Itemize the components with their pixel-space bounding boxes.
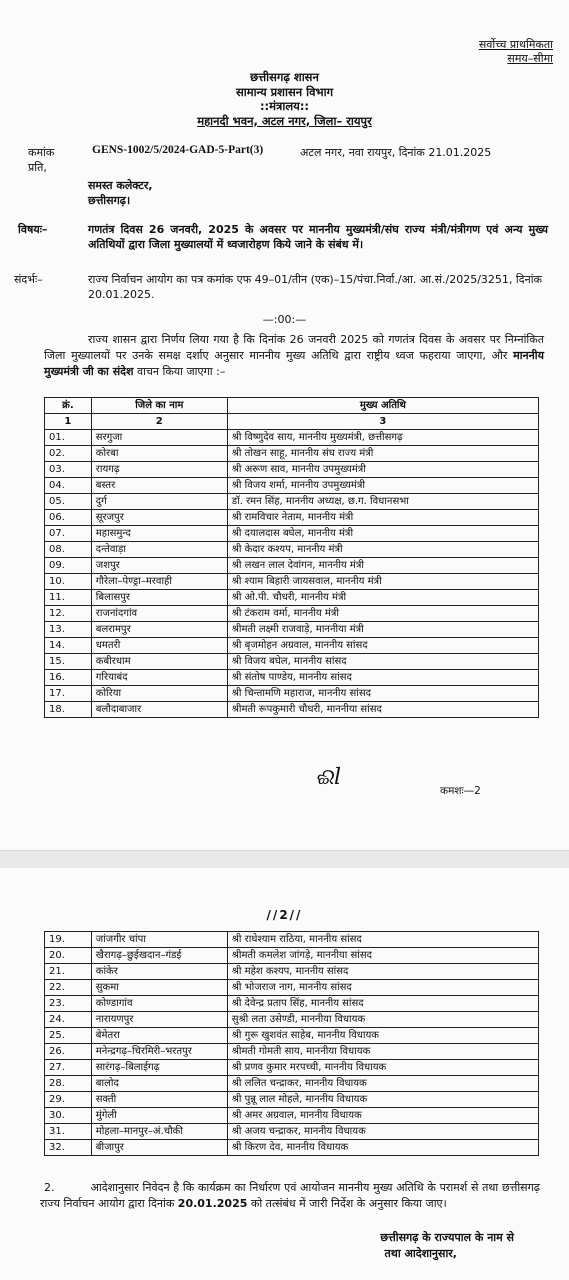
cell-district: गरियाबंद (91, 670, 227, 686)
cell-guest: श्री अरूण साव, माननीय उपमुख्यमंत्री (227, 462, 538, 478)
page-2-marker: //2// (266, 908, 303, 922)
cell-district: राजनांदगांव (91, 606, 227, 622)
cell-guest: श्री बृजमोहन अग्रवाल, माननीय सांसद (227, 638, 538, 654)
table-row (45, 964, 539, 980)
priority-stamp (479, 38, 553, 66)
col-number-1: 1 (45, 414, 92, 430)
cell-guest: श्री अजय चन्द्राकर, माननीय विधायक (227, 1124, 538, 1140)
context-text: राज्य निर्वाचन आयोग का पत्र कमांक एफ 49–01/तीन (एक)–15/पंचा.निर्वा./आ. आ.सं./2025/3251, दिनांक 20.01.2025. (88, 273, 543, 301)
govt-name: छत्तीसगढ़ शासन (250, 70, 319, 84)
cell-district: कोरबा (91, 446, 227, 462)
closing-line1: छत्तीसगढ़ के राज्यपाल के नाम से (380, 1231, 514, 1244)
cell-district: सूरजपुर (91, 510, 227, 526)
paragraph-2-number: 2. (44, 1181, 55, 1194)
cell-serial: 17. (45, 686, 92, 702)
cell-district: नारायणपुर (91, 1012, 227, 1028)
guest-table-page-1 (44, 397, 539, 718)
department-name: सामान्य प्रशासन विभाग (235, 84, 334, 99)
office-address: महानदी भवन, अटल नगर, जिला– रायपुर (197, 113, 372, 128)
page-gap (0, 850, 569, 870)
table-row (45, 1012, 539, 1028)
cell-serial: 32. (45, 1140, 92, 1156)
cell-district: जांजगीर चांपा (91, 932, 227, 948)
cell-guest: श्री टंकराम वर्मा, माननीय मंत्री (227, 606, 538, 622)
table-row (45, 996, 539, 1012)
cell-district: बिलासपुर (91, 590, 227, 606)
paragraph-2 (40, 1180, 540, 1212)
cell-guest: श्री लखन लाल देवांगन, माननीय मंत्री (227, 558, 538, 574)
cell-guest: सुश्री लता उसेण्डी, माननीया विधायक (227, 1012, 538, 1028)
cell-district: बीजापुर (91, 1140, 227, 1156)
letterhead (0, 70, 569, 128)
table-row (45, 574, 539, 590)
priority-label: सर्वोच्च प्राथमिकता (478, 38, 553, 51)
cell-district: सरगुजा (91, 430, 227, 446)
cell-serial: 16. (45, 670, 92, 686)
table-row (45, 494, 539, 510)
cell-district: मुंगेली (91, 1108, 227, 1124)
cell-serial: 09. (45, 558, 92, 574)
ref-number-label: कमांक (28, 146, 55, 159)
table-row (45, 948, 539, 964)
cell-guest: श्री भोजराज नाग, माननीय सांसद (227, 980, 538, 996)
cell-district: सारंगढ़–बिलाईगढ़ (91, 1060, 227, 1076)
cell-district: कोण्डागांव (91, 996, 227, 1012)
cell-guest: श्रीमती कमलेश जांगड़े, माननीया सांसद (227, 948, 538, 964)
cell-district: मनेन्द्रगढ़–चिरमिरी–भरतपुर (91, 1044, 227, 1060)
cell-district: खैरागढ़–छुईखदान–गंडई (91, 948, 227, 964)
cell-district: मोहला–मानपुर–अं.चौकी (91, 1124, 227, 1140)
paragraph-1 (44, 332, 544, 380)
cell-guest: श्री गुरू खुशवंत साहेब, माननीय विधायक (227, 1028, 538, 1044)
separator: —:00:— (262, 313, 307, 326)
table-row (45, 526, 539, 542)
cell-serial: 02. (45, 446, 92, 462)
cell-serial: 29. (45, 1092, 92, 1108)
cell-district: जशपुर (91, 558, 227, 574)
context-label: संदर्भः– (14, 273, 43, 286)
cell-guest: श्री विजय शर्मा, माननीय उपमुख्यमंत्री (227, 478, 538, 494)
table-row (45, 1028, 539, 1044)
paragraph-1-tail: वाचन किया जाएगा :– (133, 365, 226, 378)
cell-guest: श्री देवेन्द्र प्रताप सिंह, माननीय सांसद (227, 996, 538, 1012)
cell-guest: श्री महेश कश्यप, माननीय सांसद (227, 964, 538, 980)
subject-label: विषयः– (18, 223, 48, 236)
cell-district: धमतरी (91, 638, 227, 654)
table-row (45, 1124, 539, 1140)
table-row (45, 686, 539, 702)
cell-serial: 10. (45, 574, 92, 590)
office-name: ::मंत्रालय:: (259, 99, 310, 113)
cell-serial: 20. (45, 948, 92, 964)
table-row (45, 462, 539, 478)
table-row (45, 510, 539, 526)
cell-guest: श्री दयालदास बघेल, माननीय मंत्री (227, 526, 538, 542)
cell-guest: श्री केदार कश्यप, माननीय मंत्री (227, 542, 538, 558)
cell-serial: 13. (45, 622, 92, 638)
document-page-2 (0, 868, 569, 1280)
cell-serial: 06. (45, 510, 92, 526)
cell-district: बलरामपुर (91, 622, 227, 638)
table-row (45, 1060, 539, 1076)
cell-guest: श्री ललित चन्द्राकर, माननीय विधायक (227, 1076, 538, 1092)
cell-guest: श्री प्रणव कुमार मरपच्ची, माननीय विधायक (227, 1060, 538, 1076)
table-header-row (45, 398, 539, 414)
cell-guest: श्री विष्णुदेव साय, माननीय मुख्यमंत्री, छत्तीसगढ़ (227, 430, 538, 446)
cell-guest: श्री राधेश्याम राठिया, माननीय सांसद (227, 932, 538, 948)
cell-guest: श्री संतोष पाण्डेय, माननीय सांसद (227, 670, 538, 686)
guest-table-page-2 (44, 931, 539, 1156)
cell-serial: 30. (45, 1108, 92, 1124)
table-row (45, 430, 539, 446)
cell-district: बालोद (91, 1076, 227, 1092)
cell-serial: 04. (45, 478, 92, 494)
table-row (45, 622, 539, 638)
cell-serial: 24. (45, 1012, 92, 1028)
cell-district: बलौदाबाजार (91, 702, 227, 718)
cell-guest: श्री किरण देव, माननीय विधायक (227, 1140, 538, 1156)
cell-serial: 31. (45, 1124, 92, 1140)
addressee-line2: छत्तीसगढ़। (88, 194, 131, 207)
cell-serial: 05. (45, 494, 92, 510)
cell-serial: 11. (45, 590, 92, 606)
cell-guest: श्री रामविचार नेताम, माननीय मंत्री (227, 510, 538, 526)
closing-line2: तथा आदेशानुसार, (384, 1247, 457, 1260)
table-row (45, 542, 539, 558)
cell-serial: 01. (45, 430, 92, 446)
cell-serial: 21. (45, 964, 92, 980)
col-header-guest: मुख्य अतिथि (227, 398, 538, 414)
cell-district: कोरिया (91, 686, 227, 702)
table-row (45, 1108, 539, 1124)
table-row (45, 606, 539, 622)
table-row (45, 558, 539, 574)
paragraph-2-tail: को तत्संबंध में जारी निर्देश के अनुसार किया जाए। (247, 1197, 447, 1210)
cell-guest: श्री विजय बघेल, माननीय सांसद (227, 654, 538, 670)
cell-guest: श्री अमर अग्रवाल, माननीय विधायक (227, 1108, 538, 1124)
cell-serial: 27. (45, 1060, 92, 1076)
table-row (45, 1044, 539, 1060)
ref-number: GENS-1002/5/2024-GAD-5-Part(3) (92, 144, 264, 156)
cell-guest: श्री ओ.पी. चौधरी, माननीय मंत्री (227, 590, 538, 606)
table-row (45, 590, 539, 606)
subject-text: गणतंत्र दिवस 26 जनवरी, 2025 के अवसर पर माननीय मुख्यमंत्री/संघ राज्य मंत्री/मंत्रीगण एवं अन्य मुख्य अतिथियों द्वारा जिला मुख्यालयों में ध्वजारोहण किये जाने के संबंध में। (88, 223, 548, 251)
table-row (45, 702, 539, 718)
paragraph-2-text: आदेशानुसार निवेदन है कि कार्यक्रम का निर्धारण एवं आयोजन माननीय मुख्य अतिथि के परामर्श से तथा छत्तीसगढ़ राज्य निर्वाचन आयोग द्वारा दिनांक (40, 1181, 540, 1210)
cell-district: रायगढ़ (91, 462, 227, 478)
cell-guest: श्री तोखन साहू, माननीय संघ राज्य मंत्री (227, 446, 538, 462)
to-label: प्रति, (28, 161, 47, 174)
table-row (45, 446, 539, 462)
cell-district: बेमेतरा (91, 1028, 227, 1044)
cell-guest: श्री चिन्तामणि महाराज, माननीय सांसद (227, 686, 538, 702)
cell-district: कांकेर (91, 964, 227, 980)
cell-guest: श्रीमती लक्ष्मी राजवाड़े, माननीया मंत्री (227, 622, 538, 638)
paragraph-1-text: राज्य शासन द्वारा निर्णय लिया गया है कि दिनांक 26 जनवरी 2025 को गणतंत्र दिवस के अवसर पर निम्नांकित जिला मुख्यालयों पर उनके समक्ष दर्शाए अनुसार माननीय मुख्य अतिथि द्वारा राष्ट्रीय ध्वज फहराया जाएगा, और (44, 333, 544, 362)
cell-serial: 26. (45, 1044, 92, 1060)
addressee-line1: समस्त कलेक्टर, (88, 179, 153, 192)
paragraph-2-bold: 20.01.2025 (177, 1197, 248, 1210)
cell-serial: 08. (45, 542, 92, 558)
col-number-3: 3 (227, 414, 538, 430)
col-header-district: जिले का नाम (91, 398, 227, 414)
table-row (45, 1140, 539, 1156)
cell-serial: 14. (45, 638, 92, 654)
table-row (45, 478, 539, 494)
cell-serial: 28. (45, 1076, 92, 1092)
cell-district: दन्तेवाड़ा (91, 542, 227, 558)
table-row (45, 980, 539, 996)
cell-district: महासमुन्द (91, 526, 227, 542)
cell-serial: 23. (45, 996, 92, 1012)
col-header-serial: क्रं. (45, 398, 92, 414)
table-row (45, 932, 539, 948)
table-number-row (45, 414, 539, 430)
deadline-label: समय–सीमा (507, 52, 553, 65)
cell-serial: 15. (45, 654, 92, 670)
cell-serial: 25. (45, 1028, 92, 1044)
cell-serial: 03. (45, 462, 92, 478)
cell-serial: 18. (45, 702, 92, 718)
continued-label: कमशः—2 (440, 785, 481, 797)
cell-serial: 07. (45, 526, 92, 542)
cell-district: बस्तर (91, 478, 227, 494)
cell-serial: 19. (45, 932, 92, 948)
cell-guest: श्रीमती रूपकुमारी चौधरी, माननीया सांसद (227, 702, 538, 718)
table-row (45, 1076, 539, 1092)
cell-guest: श्रीमती गोमती साय, माननीया विधायक (227, 1044, 538, 1060)
table-row (45, 670, 539, 686)
cell-guest: श्री पुन्नू लाल मोहले, माननीय विधायक (227, 1092, 538, 1108)
cell-district: सुकमा (91, 980, 227, 996)
cell-district: दुर्ग (91, 494, 227, 510)
cell-district: गौरेला–पेण्ड्रा–मरवाही (91, 574, 227, 590)
table-row (45, 638, 539, 654)
cell-district: कबीरधाम (91, 654, 227, 670)
cell-serial: 12. (45, 606, 92, 622)
cell-serial: 22. (45, 980, 92, 996)
cell-guest: श्री श्याम बिहारी जायसवाल, माननीय मंत्री (227, 574, 538, 590)
col-number-2: 2 (91, 414, 227, 430)
cell-guest: डॉ. रमन सिंह, माननीय अध्यक्ष, छ.ग. विधानसभा (227, 494, 538, 510)
ref-place-date: अटल नगर, नवा रायपुर, दिनांक 21.01.2025 (300, 146, 492, 159)
signature-mark: ଈl (315, 765, 342, 790)
cell-district: सक्ती (91, 1092, 227, 1108)
table-row (45, 654, 539, 670)
table-row (45, 1092, 539, 1108)
paragraph-1-bold: माननीय मुख्यमंत्री जी का संदेश (44, 349, 544, 378)
